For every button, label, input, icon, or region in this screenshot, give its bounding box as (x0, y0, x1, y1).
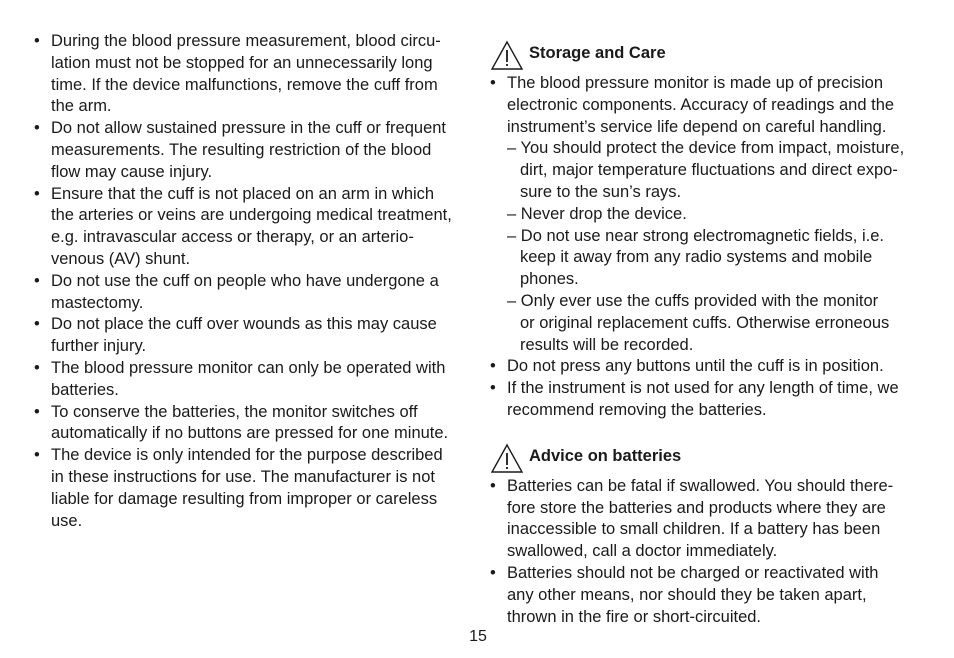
dash-continuation-text: or original replacement cuffs. Otherwise erroneous (520, 313, 890, 332)
bullet-marker: • (490, 74, 496, 92)
bullet-marker: • (34, 271, 40, 290)
bullet-continuation (34, 227, 466, 249)
dash-marker: – (507, 204, 517, 223)
dash-continuation (490, 247, 922, 269)
bullet-continuation (490, 585, 922, 607)
bullet-item (34, 118, 466, 140)
bullet-item (490, 476, 922, 498)
storage-heading-text: Storage and Care (529, 44, 666, 62)
bullet-continuation-text: further injury. (51, 337, 147, 356)
bullet-continuation (34, 96, 466, 118)
bullet-marker: • (34, 358, 40, 377)
bullet-continuation-text: liable for damage resulting from improper or careless (51, 489, 438, 508)
bullet-continuation (490, 95, 922, 117)
warning-triangle-icon (490, 442, 524, 474)
bullet-marker: • (34, 119, 40, 138)
bullet-continuation-text: in these instructions for use. The manufacturer is not (51, 467, 435, 486)
bullet-continuation (34, 249, 466, 271)
bullet-marker: • (490, 357, 496, 376)
batteries-heading-text: Advice on batteries (529, 446, 682, 465)
bullet-continuation-text: lation must not be stopped for an unnecessarily long (51, 53, 433, 72)
bullet-continuation-text: mastectomy. (51, 293, 144, 312)
bullet-continuation-text: the arm. (51, 97, 112, 116)
bullet-continuation (490, 541, 922, 563)
dash-item (490, 138, 922, 160)
bullet-marker: • (34, 402, 40, 421)
bullet-item (34, 445, 466, 467)
bullet-continuation-text: flow may cause injury. (51, 162, 213, 181)
bullet-item (490, 73, 922, 95)
dash-marker: – (507, 291, 517, 310)
bullet-item-text: Ensure that the cuff is not placed on an arm in which (51, 184, 435, 203)
dash-item-text: You should protect the device from impact, moisture, (520, 139, 905, 158)
bullet-continuation (490, 519, 922, 541)
bullet-marker: • (490, 476, 496, 495)
dash-item-text: Only ever use the cuffs provided with the monitor (520, 291, 879, 310)
bullet-item (490, 356, 922, 378)
bullet-item-text: Do not press any buttons until the cuff is in position. (507, 357, 884, 376)
bullet-item-text: Do not allow sustained pressure in the cuff or frequent (51, 119, 447, 138)
bullet-continuation (34, 75, 466, 97)
bullet-continuation-text: the arteries or veins are undergoing medical treatment, (51, 206, 452, 225)
storage-heading (490, 39, 922, 73)
bullet-item-text: The blood pressure monitor can only be operated with (51, 358, 446, 377)
dash-continuation-text: phones. (520, 270, 579, 289)
bullet-continuation (34, 140, 466, 162)
dash-continuation (490, 269, 922, 291)
bullet-continuation-text: electronic components. Accuracy of readings and the (507, 95, 895, 114)
bullet-continuation (34, 205, 466, 227)
dash-item (490, 291, 922, 313)
bullet-continuation-text: inaccessible to small children. If a battery has been (507, 520, 881, 539)
bullet-item-text: Do not place the cuff over wounds as this may cause (51, 315, 437, 334)
bullet-continuation (34, 53, 466, 75)
bullet-item-text: The device is only intended for the purpose described (51, 446, 443, 465)
bullet-item-text: During the blood pressure measurement, blood circu- (51, 32, 441, 50)
right-column (490, 39, 922, 628)
bullet-continuation-text: venous (AV) shunt. (51, 249, 191, 268)
bullet-item-text: Do not use the cuff on people who have undergone a (51, 271, 439, 290)
bullet-continuation (34, 467, 466, 489)
bullet-continuation (34, 336, 466, 358)
bullet-marker: • (490, 563, 496, 582)
bullet-item-text: The blood pressure monitor is made up of precision (507, 74, 884, 92)
bullet-continuation-text: swallowed, call a doctor immediately. (507, 542, 778, 561)
bullet-continuation-text: batteries. (51, 380, 119, 399)
dash-continuation-text: dirt, major temperature fluctuations and direct expo- (520, 161, 898, 180)
bullet-continuation (490, 400, 922, 422)
bullet-continuation (34, 380, 466, 402)
bullet-item-text: To conserve the batteries, the monitor switches off (51, 402, 418, 421)
bullet-item (34, 31, 466, 53)
dash-item-text: Do not use near strong electromagnetic fields, i.e. (520, 226, 884, 245)
batteries-section (490, 476, 922, 629)
bullet-continuation-text: time. If the device malfunctions, remove the cuff from (51, 75, 438, 94)
dash-marker: – (507, 226, 517, 245)
bullet-continuation-text: recommend removing the batteries. (507, 400, 767, 419)
bullet-continuation-text: thrown in the fire or short-circuited. (507, 607, 762, 626)
bullet-continuation-text: use. (51, 511, 83, 530)
bullet-marker: • (34, 184, 40, 203)
bullet-continuation (490, 117, 922, 139)
bullet-item (34, 184, 466, 206)
dash-item (490, 226, 922, 248)
dash-continuation (490, 160, 922, 182)
dash-continuation (490, 335, 922, 357)
bullet-continuation-text: any other means, nor should they be taken apart, (507, 585, 867, 604)
dash-item (490, 204, 922, 226)
bullet-item-text: If the instrument is not used for any length of time, we (507, 379, 899, 398)
bullet-item (34, 271, 466, 293)
warning-triangle-icon (490, 39, 524, 71)
dash-continuation-text: keep it away from any radio systems and mobile (520, 248, 873, 267)
bullet-continuation (34, 511, 466, 533)
bullet-continuation (34, 489, 466, 511)
bullet-continuation-text: automatically if no buttons are pressed for one minute. (51, 424, 449, 443)
bullet-continuation-text: fore store the batteries and products where they are (507, 498, 886, 517)
dash-continuation-text: results will be recorded. (520, 335, 694, 354)
dash-continuation-text: sure to the sun’s rays. (520, 182, 682, 201)
dash-continuation (490, 313, 922, 335)
bullet-marker: • (34, 32, 40, 50)
bullet-continuation (490, 607, 922, 629)
bullet-item (490, 563, 922, 585)
dash-item-text: Never drop the device. (520, 204, 687, 223)
storage-section (490, 73, 922, 422)
bullet-item-text: Batteries should not be charged or reactivated with (507, 563, 879, 582)
bullet-continuation (34, 423, 466, 445)
bullet-continuation-text: instrument’s service life depend on careful handling. (507, 117, 887, 136)
bullet-continuation (490, 498, 922, 520)
bullet-marker: • (34, 315, 40, 334)
bullet-marker: • (34, 446, 40, 465)
bullet-item (34, 358, 466, 380)
bullet-marker: • (490, 379, 496, 398)
dash-marker: – (507, 139, 517, 158)
page-number: 15 (469, 628, 487, 645)
left-column (34, 31, 466, 532)
bullet-continuation-text: measurements. The resulting restriction of the blood (51, 140, 432, 159)
bullet-item-text: Batteries can be fatal if swallowed. You should there- (507, 476, 894, 495)
bullet-item (34, 314, 466, 336)
bullet-item (490, 378, 922, 400)
bullet-continuation (34, 162, 466, 184)
bullet-item (34, 402, 466, 424)
batteries-heading (490, 442, 922, 476)
bullet-continuation-text: e.g. intravascular access or therapy, or an arterio- (51, 228, 414, 247)
dash-continuation (490, 182, 922, 204)
bullet-continuation (34, 293, 466, 315)
